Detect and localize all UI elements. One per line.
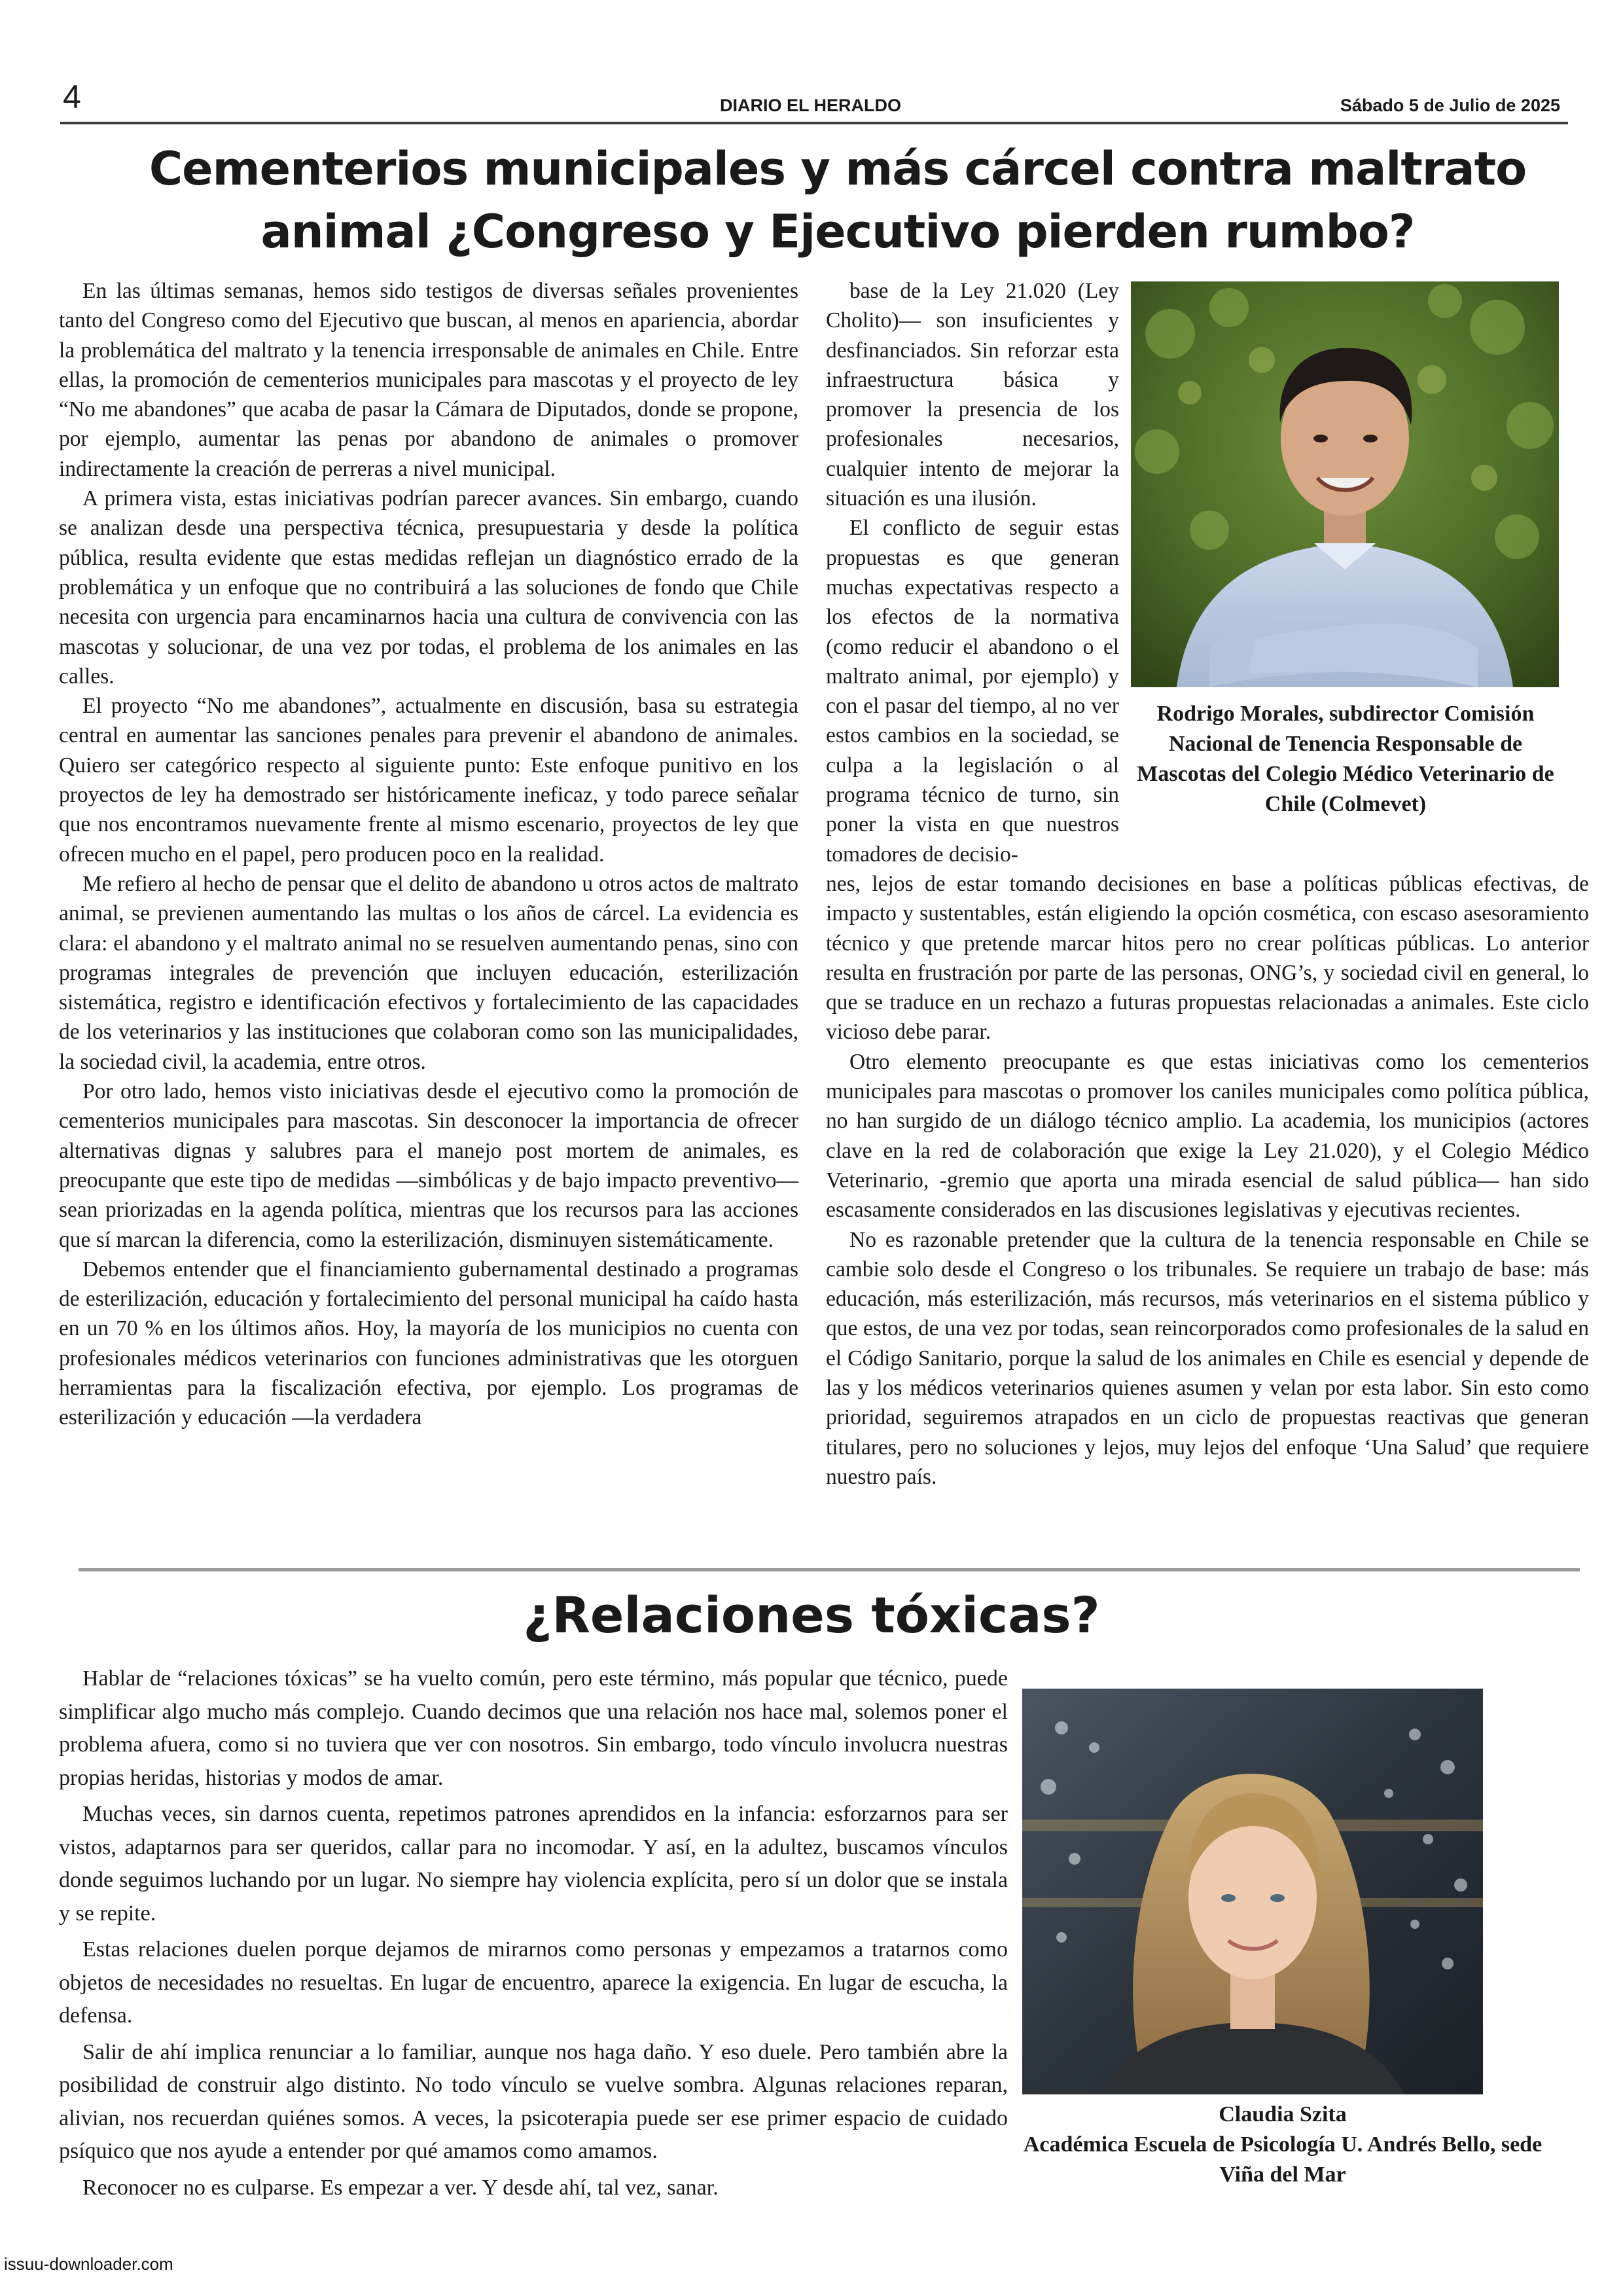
issue-date: Sábado 5 de Julio de 2025 — [1340, 96, 1560, 115]
portrait-man-icon — [1131, 281, 1559, 687]
article2-paragraph: Muchas veces, sin darnos cuenta, repetimos patrones aprendidos en la infancia: esforzarnos para ser vistos, adaptarnos para ser queridos, callar para no incomodar. Y así, en la adultez, buscamos vínculos donde seguimos luchando por un lugar. No siempre hay violencia explícita, pero sí un dolor que se instala y se repite. — [59, 1802, 1008, 1926]
watermark-text: issuu-downloader.com — [4, 2254, 173, 2274]
article1-paragraph: Debemos entender que el financiamiento gubernamental destinado a programas de esterilización, educación y fortalecimiento del personal municipal ha caído hasta en un 70 % en los últimos años. Hoy, la mayoría de los municipios no cuenta con profesionales médicos veterinarios con funciones administrativas que les otorguen herramientas para la fiscalización efectiva, por ejemplo. Los programas de esterilización y educación —la verdadera — [59, 1257, 798, 1430]
article1-paragraph: nes, lejos de estar tomando decisiones en base a políticas públicas efectivas, de impacto y sustentables, están eligiendo la opción cosmética, con escaso asesoramiento técnico y que pretende marcar hitos pero no crear políticas públicas. Lo anterior resulta en frustración por parte de las personas, ONG’s, y sociedad civil en general, lo que se traduce en un rechazo a futuras propuestas relacionadas a animales. Este ciclo vicioso debe parar. — [826, 872, 1589, 1045]
author-photo-claudia-szita — [1022, 1689, 1483, 2094]
article1-title — [79, 137, 1597, 263]
article1-paragraph: El conflicto de seguir estas propuestas es que generan muchas expectativas respecto a los efectos de la normativa (como reducir el abandono o el maltrato animal, por ejemplo) y con el pasar del tiempo, al no ver estos cambios en la sociedad, se culpa a la legislación o al programa técnico de turno, sin poner la vista en que nuestros tomadores de decisio- — [826, 516, 1119, 867]
author-caption-rodrigo-morales: Rodrigo Morales, subdirector Comisión Nacional de Tenencia Responsable de Mascotas del Colegio Médico Veterinario de Chile (Colmevet) — [1137, 702, 1554, 816]
article1-paragraph: No es razonable pretender que la cultura de la tenencia responsable en Chile se cambie solo desde el Congreso o los tribunales. Se requiere un trabajo de base: más educación, más esterilización, más recursos, más veterinarios en el sistema público y que estos, de una vez por todas, sean reincorporados como profesionales de la salud en el Código Sanitario, porque la salud de los animales en Chile es esencial y depende de las y los médicos veterinarios quienes asumen y velan por esta labor. Sin esto como prioridad, seguiremos atrapados en un ciclo de propuestas reactivas que generan titulares, pero no soluciones y lejos, muy lejos del enfoque ‘Una Salud’ que requiere nuestro país. — [826, 1227, 1589, 1489]
article1-middle-column — [826, 276, 1119, 869]
article1-left-column — [59, 276, 798, 1433]
author-caption-name: Claudia Szita — [1219, 2102, 1347, 2126]
article2-paragraph: Reconocer no es culparse. Es empezar a ver. Y desde ahí, tal vez, sanar. — [82, 2175, 719, 2200]
article1-paragraph: Otro elemento preocupante es que estas iniciativas como los cementerios municipales para mascotas o promover los caniles municipales como política pública, no han surgido de un diálogo técnico amplio. La academia, los municipios (actores clave en la red de colaboración que exige la Ley 21.020), y el Colegio Médico Veterinario, -gremio que aporta una mirada esencial de salud pública— han sido escasamente considerados en las discusiones legislativas y ejecutivas recientes. — [826, 1049, 1589, 1223]
header-rule — [60, 122, 1568, 124]
article1-paragraph: A primera vista, estas iniciativas podrían parecer avances. Sin embargo, cuando se analizan desde una perspectiva técnica, presupuestaria y desde la política pública, resulta evidente que estas medidas reflejan un diagnóstico errado de la problemática y un enfoque que no contribuirá a las soluciones de fondo que Chile necesita con urgencia para encaminarnos hacia una cultura de convivencia con las mascotas y solucionar, de una vez por todas, el problema de los animales en las calles. — [59, 486, 798, 689]
author-caption-role: Académica Escuela de Psicología U. Andrés Bello, sede Viña del Mar — [1023, 2132, 1543, 2187]
article1-right-column — [826, 869, 1589, 1492]
article-separator — [79, 1568, 1580, 1571]
article2-paragraph: Salir de ahí implica renunciar a lo familiar, aunque nos haga daño. Y eso duele. Pero también abre la posibilidad de construir algo distinto. No todo vínculo se vuelve sombra. Algunas relaciones reparan, alivian, nos recuerdan quiénes somos. A veces, la psicoterapia puede ser ese primer espacio de cuidado psíquico que nos ayude a entender por qué amamos como amamos. — [59, 2039, 1008, 2163]
article1-title-line1: Cementerios municipales y más cárcel contra maltrato — [149, 142, 1527, 196]
article1-paragraph: En las últimas semanas, hemos sido testigos de diversas señales provenientes tanto del Congreso como del Ejecutivo que buscan, al menos en apariencia, abordar la problemática del maltrato y la tenencia irresponsable de animales en Chile. Entre ellas, la promoción de cementerios municipales para mascotas y el proyecto de ley “No me abandones” que acaba de pasar la Cámara de Diputados, donde se propone, por ejemplo, aumentar las penas por abandono de animales o promover indirectamente la creación de perreras a nivel municipal. — [59, 279, 798, 481]
article1-title-line2: animal ¿Congreso y Ejecutivo pierden rumbo? — [260, 205, 1415, 259]
newspaper-name: DIARIO EL HERALDO — [720, 96, 902, 115]
article1-paragraph: base de la Ley 21.020 (Ley Cholito)— son insuficientes y desfinanciados. Sin reforzar esta infraestructura básica y promover la presencia de los profesionales necesarios, cualquier intento de mejorar la situación es una ilusión. — [826, 279, 1119, 511]
article2-body — [59, 1662, 1008, 2208]
article2-paragraph: Estas relaciones duelen porque dejamos de mirarnos como personas y empezamos a tratarnos como objetos de necesidades no resueltas. En lugar de encuentro, aparece la exigencia. En lugar de escucha, la defensa. — [59, 1937, 1008, 2028]
author-caption-claudia-szita — [1001, 2100, 1564, 2190]
article1-paragraph: El proyecto “No me abandones”, actualmente en discusión, basa su estrategia central en aumentar las sanciones penales para prevenir el abandono de animales. Quiero ser categórico respecto al siguiente punto: Este enfoque punitivo en los proyectos de ley ha demostrado ser históricamente ineficaz, y todo parece señalar que nos encontramos nuevamente frente al mismo escenario, proyectos de ley que ofrecen mucho en el papel, pero producen poco en la realidad. — [59, 694, 798, 867]
author-photo-rodrigo-morales — [1131, 281, 1559, 687]
article2-title: ¿Relaciones tóxicas? — [523, 1586, 1100, 1644]
article1-paragraph: Me refiero al hecho de pensar que el delito de abandono u otros actos de maltrato animal, se previenen aumentando las multas o los años de cárcel. La evidencia es clara: el abandono y el maltrato animal no se resuelven aumentando penas, sino con programas integrales de prevención que incluyen educación, esterilización sistemática, registro e identificación efectivos y fortalecimiento de las capacidades de los veterinarios y las instituciones que colaboran como son las municipalidades, la sociedad civil, la academia, entre otros. — [59, 871, 798, 1074]
page-number: 4 — [63, 79, 81, 115]
portrait-woman-icon — [1022, 1689, 1483, 2094]
article1-paragraph: Por otro lado, hemos visto iniciativas desde el ejecutivo como la promoción de cementerios municipales para mascotas. Sin desconocer la importancia de ofrecer alternativas dignas y salubres para el manejo post mortem de animales, es preocupante que este tipo de medidas —simbólicas y de bajo impacto preventivo— sean priorizadas en la agenda política, mientras que los recursos para las acciones que sí marcan la diferencia, como la esterilización, disminuyen sistemáticamente. — [59, 1079, 798, 1252]
article2-paragraph: Hablar de “relaciones tóxicas” se ha vuelto común, pero este término, más popular que técnico, puede simplificar algo mucho más complejo. Cuando decimos que una relación nos hace mal, solemos poner el problema afuera, como si no tuviera que ver con nosotros. Sin embargo, todo vínculo involucra nuestras propias heridas, historias y modos de amar. — [59, 1666, 1008, 1790]
